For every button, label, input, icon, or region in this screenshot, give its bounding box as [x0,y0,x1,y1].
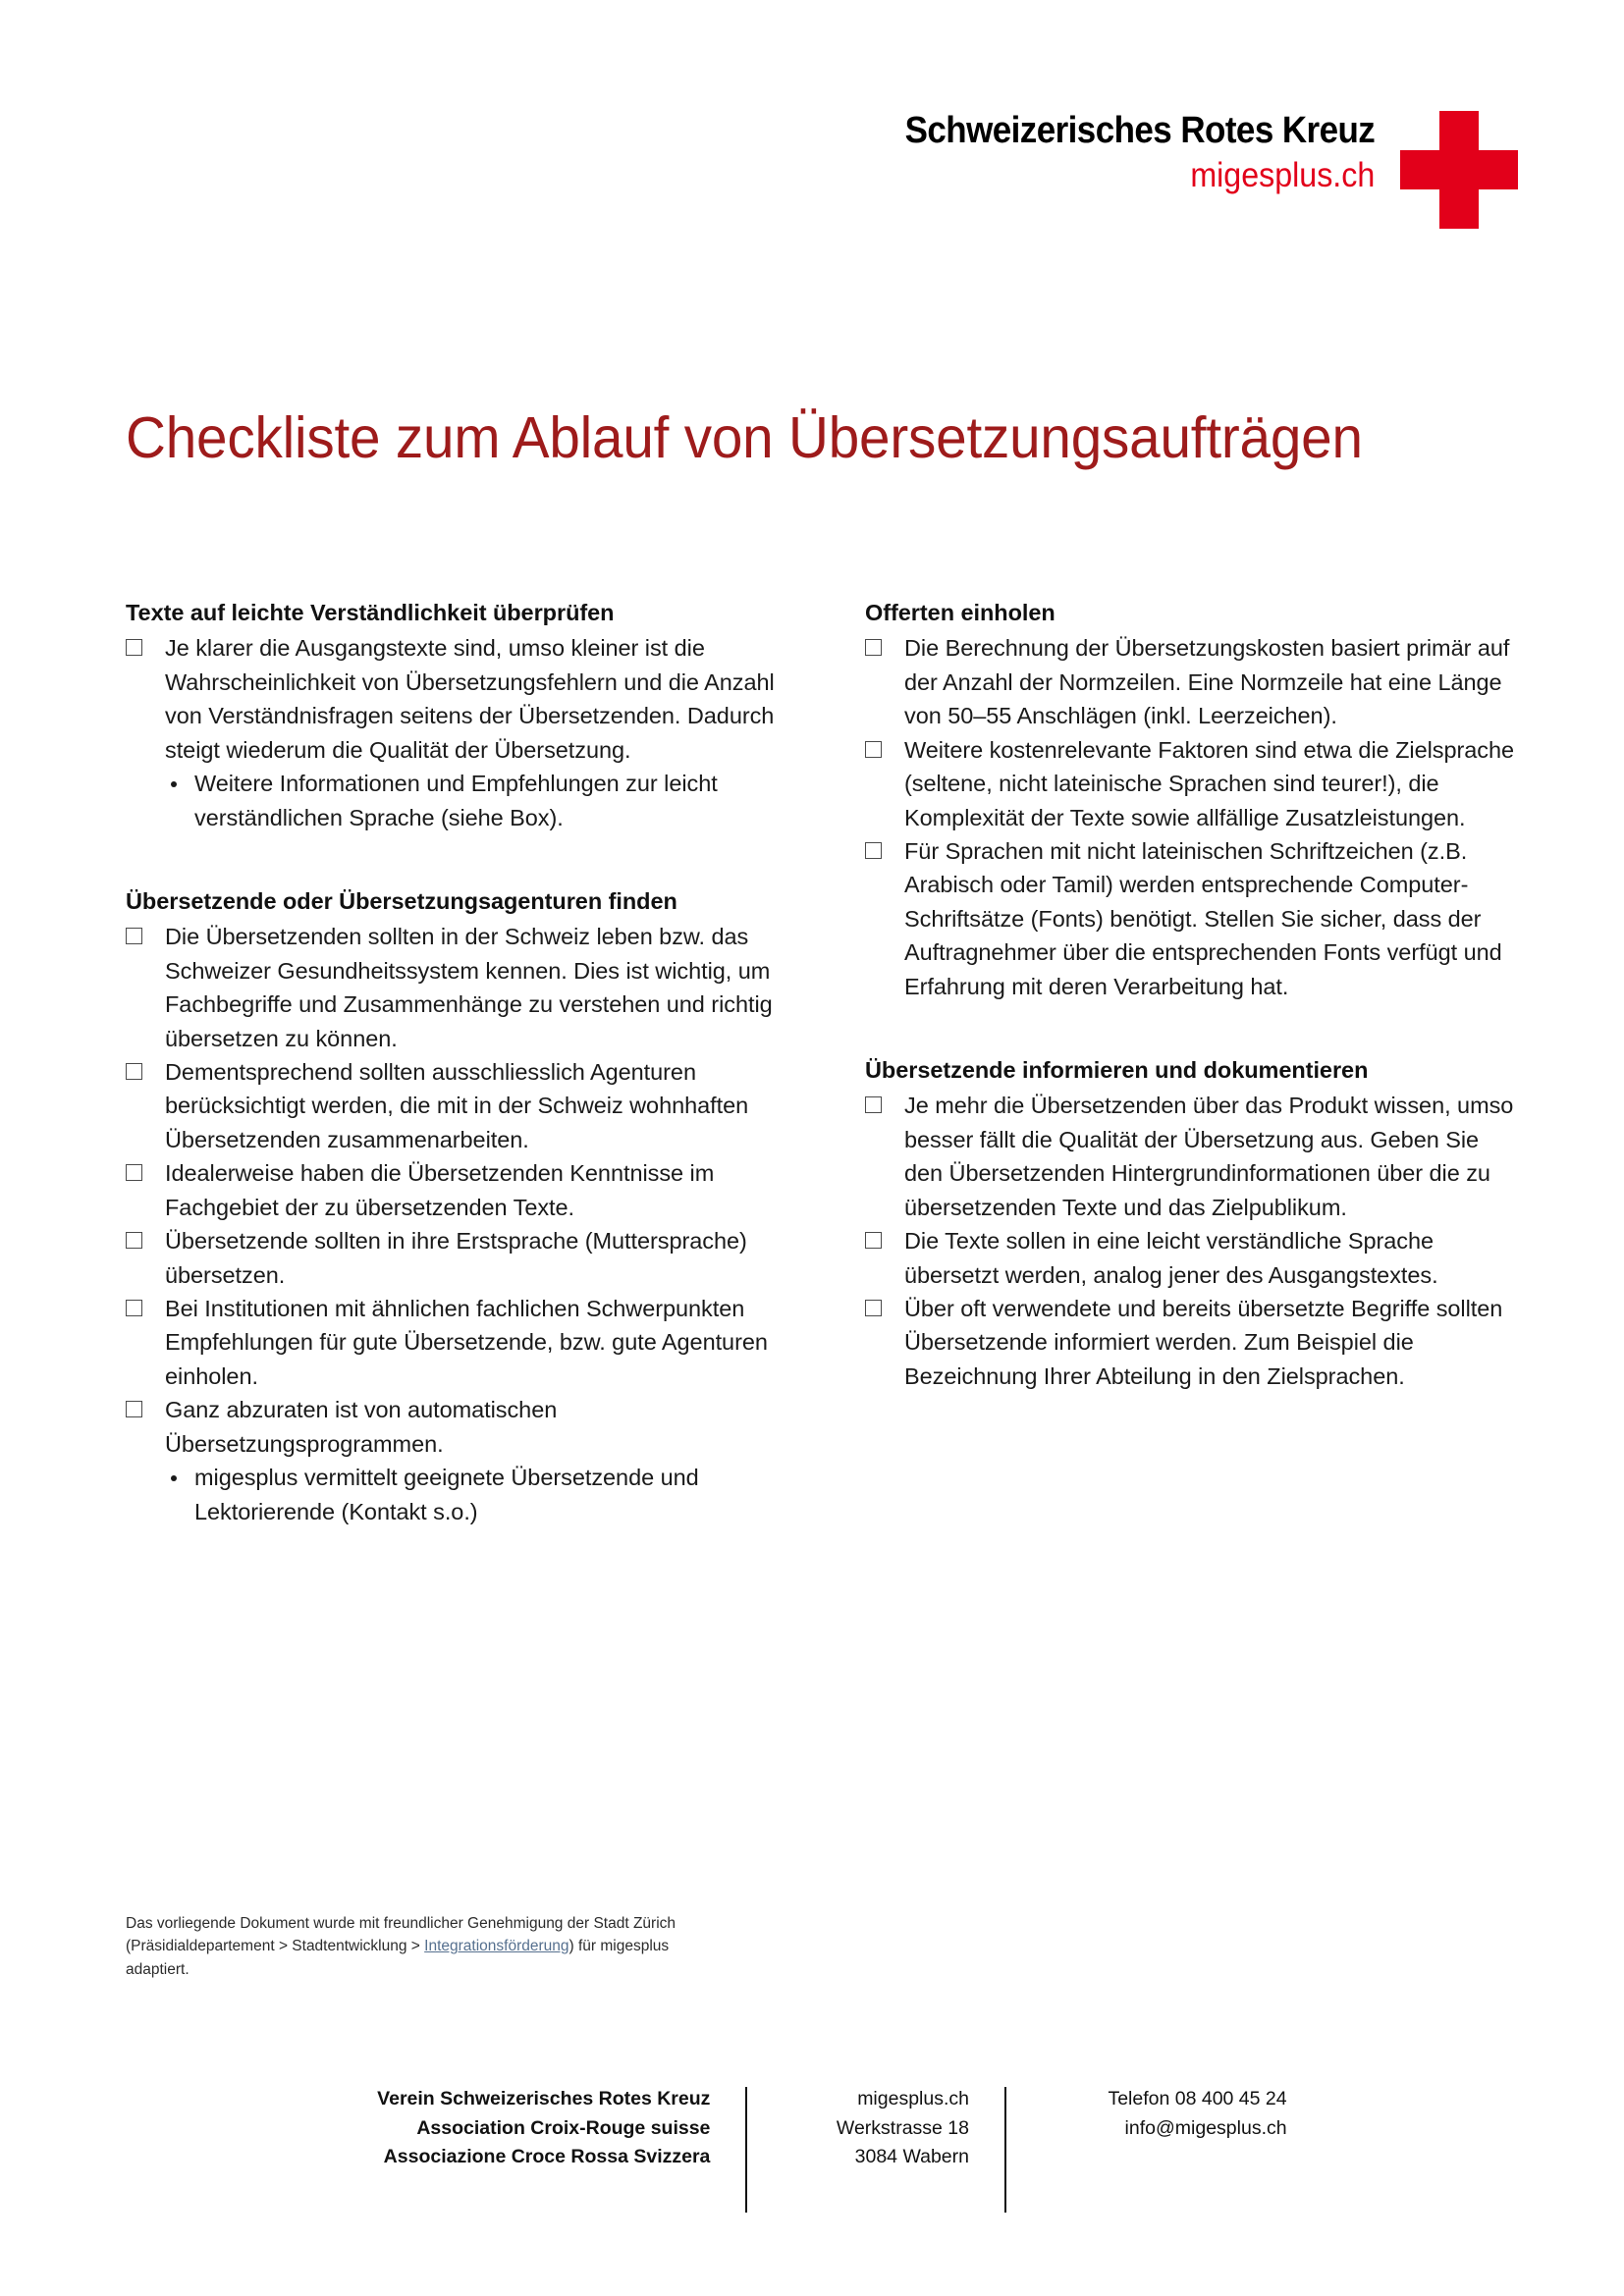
checklist-item[interactable] [126,1393,781,1528]
footer-address [747,2085,1004,2213]
checklist-item-text: Je mehr die Übersetzenden über das Produkt wissen, umso besser fällt die Qualität der Übersetzung aus. Geben Sie den Übersetzenden Hintergrundinformationen über die zu übersetzenden Texte und das Zielpublikum. [904,1093,1514,1220]
checklist-section [865,1054,1520,1393]
checklist-item-text: Für Sprachen mit nicht lateinischen Schriftzeichen (z.B. Arabisch oder Tamil) werden entsprechende Computer-Schriftsätze (Fonts) benötigt. Stellen Sie sicher, dass der Auftragnehmer über die entsprechenden Fonts verfügt und Erfahrung mit deren Verarbeitung hat. [904,837,1502,999]
footer-organisation-line: Verein Schweizerisches Rotes Kreuz [377,2088,711,2109]
checklist-item[interactable] [126,631,781,834]
left-column [126,597,781,1528]
footer-address-line: Werkstrasse 18 [836,2116,969,2139]
checkbox-icon[interactable] [865,1096,882,1113]
checkbox-icon[interactable] [865,1300,882,1316]
checklist-item-text: Idealerweise haben die Übersetzenden Kenntnisse im Fachgebiet der zu übersetzenden Texte. [165,1160,715,1220]
checklist-section [865,597,1520,1003]
checklist-item-text: Je klarer die Ausgangstexte sind, umso kleiner ist die Wahrscheinlichkeit von Übersetzungsfehlern und die Anzahl von Verständnisfragen seitens der Übersetzenden. Dadurch steigt wiederum die Qualität der Übersetzung. [165,635,775,763]
checkbox-icon[interactable] [126,639,142,656]
footer-organisation-names [337,2085,745,2213]
checklist-subitem-text: Weitere Informationen und Empfehlungen zur leicht verständlichen Sprache (siehe Box). [194,771,718,830]
footer-organisation-line: Association Croix-Rouge suisse [416,2116,711,2139]
checklist-item-text: Bei Institutionen mit ähnlichen fachlichen Schwerpunkten Empfehlungen für gute Übersetzende, bzw. gute Agenturen einholen. [165,1296,768,1389]
checklist-section [126,885,781,1528]
checkbox-icon[interactable] [126,1300,142,1316]
red-cross-horizontal-bar [1400,150,1518,189]
checklist-item[interactable] [126,1055,781,1156]
portal-name: migesplus.ch [1190,155,1375,194]
checkbox-icon[interactable] [126,1401,142,1417]
integrationsfoerderung-link[interactable]: Integrationsförderung [424,1938,569,1955]
checklist-item[interactable] [126,1292,781,1393]
checkbox-icon[interactable] [126,928,142,944]
checklist-item[interactable] [865,1089,1520,1224]
checklist-item-text: Die Texte sollen in eine leicht verständliche Sprache übersetzt werden, analog jener des Ausgangstextes. [904,1228,1438,1288]
footnote-text-part1: Das vorliegende Dokument wurde mit freundlicher Genehmigung der Stadt Zürich (Präsidialdepartement > Stadtentwicklung > [126,1915,677,1955]
checklist-subitem [165,1461,781,1528]
page-footer [0,2085,1624,2213]
checklist-item[interactable] [126,1156,781,1224]
checklist-item[interactable] [865,1224,1520,1292]
section-heading: Offerten einholen [865,600,1056,625]
checklist-item-text: Übersetzende sollten in ihre Erstsprache (Muttersprache) übersetzen. [165,1228,747,1288]
checklist-item-text: Weitere kostenrelevante Faktoren sind etwa die Zielsprache (seltene, nicht lateinische Sprachen sind teurer!), die Komplexität der Texte sowie allfällige Zusatzleistungen. [904,736,1515,830]
footer-address-line: 3084 Wabern [854,2146,969,2168]
footer-contact-line: Telefon 08 400 45 24 [1108,2088,1287,2109]
checklist-item[interactable] [865,1292,1520,1393]
checklist-item-text: Dementsprechend sollten ausschliesslich Agenturen berücksichtigt werden, die mit in der Schweiz wohnhaften Übersetzenden zusammenarbeiten. [165,1059,749,1152]
checkbox-icon[interactable] [865,842,882,859]
section-heading: Texte auf leichte Verständlichkeit überprüfen [126,600,615,625]
checklist-item[interactable] [865,631,1520,732]
checkbox-icon[interactable] [126,1164,142,1181]
checklist-item[interactable] [126,920,781,1055]
footnote-text-part2: ) für migesplus adaptiert. [126,1938,670,1978]
bullet-icon [171,781,177,787]
checklist-section [126,597,781,834]
section-heading: Übersetzende informieren und dokumentieren [865,1057,1369,1084]
organisation-name: Schweizerisches Rotes Kreuz [904,110,1375,151]
checkbox-icon[interactable] [865,741,882,758]
checklist [126,631,781,834]
checklist-sublist [165,767,781,834]
page-title: Checkliste zum Ablauf von Übersetzungsaufträgen [126,404,1363,470]
checklist-sublist [165,1461,781,1528]
checklist-item[interactable] [865,733,1520,834]
checklist-item-text: Die Übersetzenden sollten in der Schweiz leben bzw. das Schweizer Gesundheitssystem kennen. Dies ist wichtig, um Fachbegriffe und Zusammenhänge zu verstehen und richtig übersetzen zu können. [165,924,773,1051]
checklist-subitem [165,767,781,834]
checklist [865,631,1520,1003]
checkbox-icon[interactable] [126,1232,142,1249]
content-columns [126,597,1520,1528]
checklist-item[interactable] [865,834,1520,1003]
checkbox-icon[interactable] [865,1232,882,1249]
checkbox-icon[interactable] [126,1063,142,1080]
footer-contact [1006,2085,1287,2213]
checkbox-icon[interactable] [865,639,882,656]
checklist-subitem-text: migesplus vermittelt geeignete Übersetzende und Lektorierende (Kontakt s.o.) [194,1465,699,1524]
footer-contact-line: info@migesplus.ch [1124,2116,1287,2139]
brand-header [864,106,1518,229]
checklist-item[interactable] [126,1224,781,1292]
checklist [865,1089,1520,1393]
checklist-item-text: Über oft verwendete und bereits übersetzte Begriffe sollten Übersetzende informiert werden. Zum Beispiel die Bezeichnung Ihrer Abteilung in den Zielsprachen. [904,1296,1503,1389]
footer-address-line: migesplus.ch [857,2088,969,2109]
footer-organisation-line: Associazione Croce Rossa Svizzera [383,2146,711,2168]
checklist-item-text: Die Berechnung der Übersetzungskosten basiert primär auf der Anzahl der Normzeilen. Eine Normzeile hat eine Länge von 50–55 Anschlägen (inkl. Leerzeichen). [904,635,1510,729]
section-heading: Übersetzende oder Übersetzungsagenturen finden [126,887,677,914]
checklist [126,920,781,1528]
bullet-icon [171,1475,177,1481]
checklist-item-text: Ganz abzuraten ist von automatischen Übersetzungsprogrammen. [165,1397,558,1457]
brand-wordmarks [864,106,1375,195]
source-footnote [126,1912,734,1981]
red-cross-icon [1400,111,1518,229]
right-column [865,597,1520,1528]
